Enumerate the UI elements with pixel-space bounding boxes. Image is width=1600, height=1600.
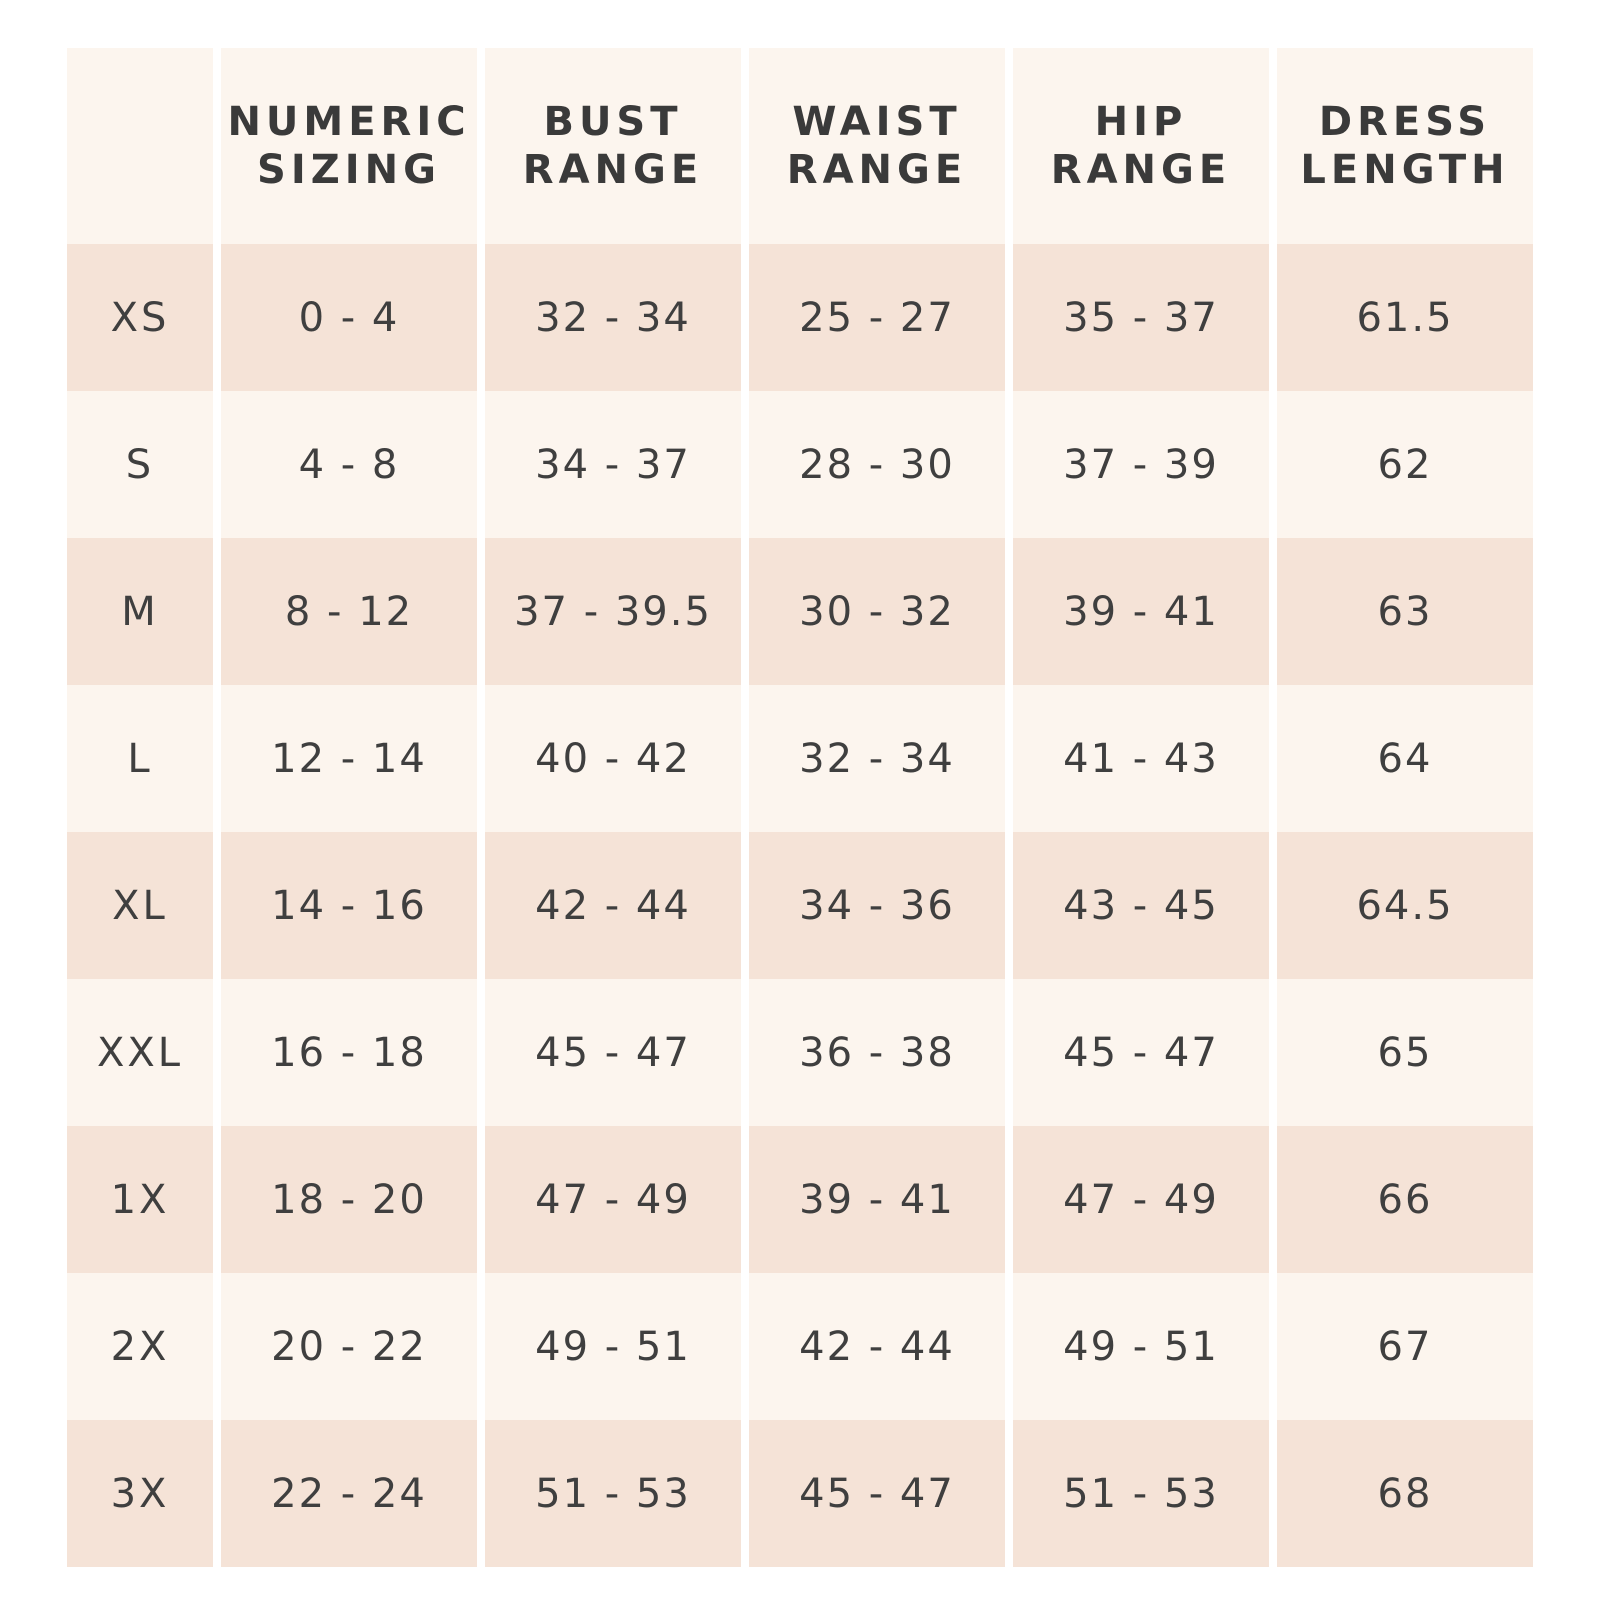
table-cell: 45 - 47 <box>1013 979 1269 1126</box>
table-cell: 32 - 34 <box>485 244 741 391</box>
table-cell: 8 - 12 <box>221 538 477 685</box>
table-cell: 22 - 24 <box>221 1420 477 1567</box>
table-cell: 66 <box>1277 1126 1533 1273</box>
row-size-label: XS <box>67 244 213 391</box>
table-cell: 39 - 41 <box>749 1126 1005 1273</box>
table-cell: 37 - 39 <box>1013 391 1269 538</box>
table-cell: 34 - 37 <box>485 391 741 538</box>
row-size-label: 2X <box>67 1273 213 1420</box>
header-cell-bust-range: BUST RANGE <box>485 48 741 244</box>
table-cell: 16 - 18 <box>221 979 477 1126</box>
row-size-label: 1X <box>67 1126 213 1273</box>
table-cell: 28 - 30 <box>749 391 1005 538</box>
table-cell: 37 - 39.5 <box>485 538 741 685</box>
table-cell: 12 - 14 <box>221 685 477 832</box>
table-cell: 42 - 44 <box>749 1273 1005 1420</box>
table-cell: 40 - 42 <box>485 685 741 832</box>
header-cell-waist-range: WAIST RANGE <box>749 48 1005 244</box>
row-size-label: 3X <box>67 1420 213 1567</box>
header-cell-numeric-sizing: NUMERIC SIZING <box>221 48 477 244</box>
table-cell: 68 <box>1277 1420 1533 1567</box>
header-cell-dress-length: DRESS LENGTH <box>1277 48 1533 244</box>
row-size-label: M <box>67 538 213 685</box>
table-cell: 0 - 4 <box>221 244 477 391</box>
table-cell: 47 - 49 <box>1013 1126 1269 1273</box>
table-cell: 36 - 38 <box>749 979 1005 1126</box>
table-cell: 49 - 51 <box>1013 1273 1269 1420</box>
table-cell: 63 <box>1277 538 1533 685</box>
table-cell: 62 <box>1277 391 1533 538</box>
table-cell: 39 - 41 <box>1013 538 1269 685</box>
row-size-label: S <box>67 391 213 538</box>
header-cell-hip-range: HIP RANGE <box>1013 48 1269 244</box>
table-cell: 14 - 16 <box>221 832 477 979</box>
table-cell: 32 - 34 <box>749 685 1005 832</box>
table-cell: 25 - 27 <box>749 244 1005 391</box>
size-chart-table <box>67 48 1533 1567</box>
table-cell: 45 - 47 <box>485 979 741 1126</box>
row-size-label: XL <box>67 832 213 979</box>
table-cell: 64.5 <box>1277 832 1533 979</box>
row-size-label: L <box>67 685 213 832</box>
table-cell: 35 - 37 <box>1013 244 1269 391</box>
table-cell: 64 <box>1277 685 1533 832</box>
table-cell: 34 - 36 <box>749 832 1005 979</box>
table-cell: 51 - 53 <box>1013 1420 1269 1567</box>
table-cell: 49 - 51 <box>485 1273 741 1420</box>
table-cell: 61.5 <box>1277 244 1533 391</box>
header-cell-size <box>67 48 213 244</box>
table-cell: 43 - 45 <box>1013 832 1269 979</box>
table-cell: 51 - 53 <box>485 1420 741 1567</box>
table-cell: 42 - 44 <box>485 832 741 979</box>
table-cell: 47 - 49 <box>485 1126 741 1273</box>
table-cell: 30 - 32 <box>749 538 1005 685</box>
table-cell: 41 - 43 <box>1013 685 1269 832</box>
table-cell: 18 - 20 <box>221 1126 477 1273</box>
table-cell: 67 <box>1277 1273 1533 1420</box>
row-size-label: XXL <box>67 979 213 1126</box>
table-cell: 20 - 22 <box>221 1273 477 1420</box>
table-cell: 45 - 47 <box>749 1420 1005 1567</box>
table-cell: 4 - 8 <box>221 391 477 538</box>
table-cell: 65 <box>1277 979 1533 1126</box>
